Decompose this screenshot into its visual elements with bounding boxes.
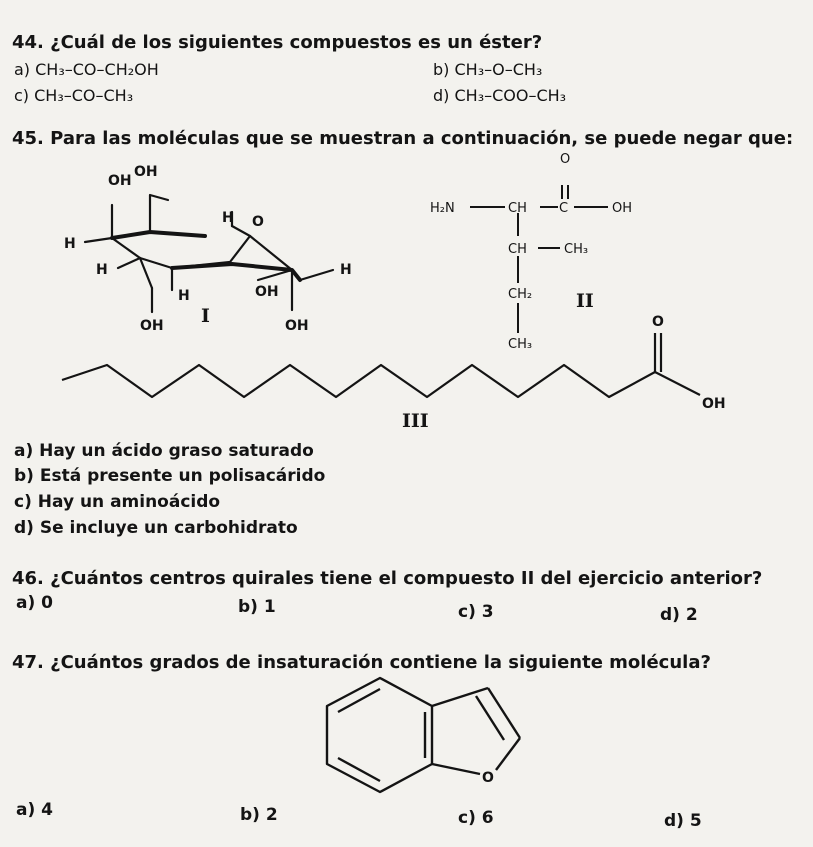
molecule-i <box>85 195 333 312</box>
mol-i-oh-3: OH <box>255 284 279 300</box>
mol-i-oh-4: OH <box>140 318 164 334</box>
mol-i-ring-o: O <box>252 214 264 230</box>
q44-option-d[interactable]: d) CH₃–COO–CH₃ <box>433 86 567 105</box>
q45-option-c[interactable]: c) Hay un aminoácido <box>14 492 221 512</box>
molecule-i-label: I <box>201 305 210 327</box>
question-47: 47. ¿Cuántos grados de insaturación contiene la siguiente molécula? <box>12 652 711 673</box>
mol-ii-amine: H₂N <box>430 201 455 216</box>
molecule-iii-label: III <box>402 410 429 432</box>
mol-i-h-4: H <box>340 262 352 278</box>
q46-option-c[interactable]: c) 3 <box>458 602 494 622</box>
mol-ii-hydroxyl: OH <box>612 201 633 216</box>
q47-option-b[interactable]: b) 2 <box>240 805 278 825</box>
mol-ii-ch2: CH₂ <box>508 287 533 302</box>
mol-i-oh-5: OH <box>285 318 309 334</box>
mol-i-h-3: H <box>96 262 108 278</box>
mol-iii-hydroxyl: OH <box>702 396 726 412</box>
mol-i-oh-2: OH <box>134 164 158 180</box>
q44-option-a[interactable]: a) CH₃–CO–CH₂OH <box>14 60 159 79</box>
mol-ii-carbonyl-o: O <box>560 152 571 167</box>
q47-option-a[interactable]: a) 4 <box>16 800 53 820</box>
q44-option-c[interactable]: c) CH₃–CO–CH₃ <box>14 86 134 105</box>
molecule-ii-label: II <box>576 290 594 312</box>
question-44: 44. ¿Cuál de los siguientes compuestos es un éster? <box>12 32 543 53</box>
mol-ii-methyl-1: CH₃ <box>564 242 589 257</box>
mol-ii-beta-ch: CH <box>508 242 527 257</box>
q46-option-a[interactable]: a) 0 <box>16 593 53 613</box>
furan-oxygen-label: O <box>482 770 494 786</box>
mol-ii-carboxyl-c: C <box>559 201 569 216</box>
molecule-iii <box>62 333 700 397</box>
q45-option-d[interactable]: d) Se incluye un carbohidrato <box>14 518 298 538</box>
q46-option-b[interactable]: b) 1 <box>238 597 276 617</box>
q45-option-a[interactable]: a) Hay un ácido graso saturado <box>14 441 314 461</box>
q46-option-d[interactable]: d) 2 <box>660 605 698 625</box>
q47-option-d[interactable]: d) 5 <box>664 811 702 831</box>
mol-ii-alpha-ch: CH <box>508 201 527 216</box>
question-46: 46. ¿Cuántos centros quirales tiene el compuesto II del ejercicio anterior? <box>12 568 763 589</box>
mol-i-h-2: H <box>64 236 76 252</box>
q44-option-b[interactable]: b) CH₃–O–CH₃ <box>433 60 543 79</box>
mol-i-h-5: H <box>178 288 190 304</box>
q45-option-b[interactable]: b) Está presente un polisacárido <box>14 466 326 486</box>
mol-i-h-1: H <box>222 210 234 226</box>
q47-option-c[interactable]: c) 6 <box>458 808 494 828</box>
question-45: 45. Para las moléculas que se muestran a continuación, se puede negar que: <box>12 128 794 149</box>
mol-iii-carbonyl-o: O <box>652 314 664 330</box>
mol-i-oh-1: OH <box>108 173 132 189</box>
mol-ii-methyl-2: CH₃ <box>508 337 533 352</box>
